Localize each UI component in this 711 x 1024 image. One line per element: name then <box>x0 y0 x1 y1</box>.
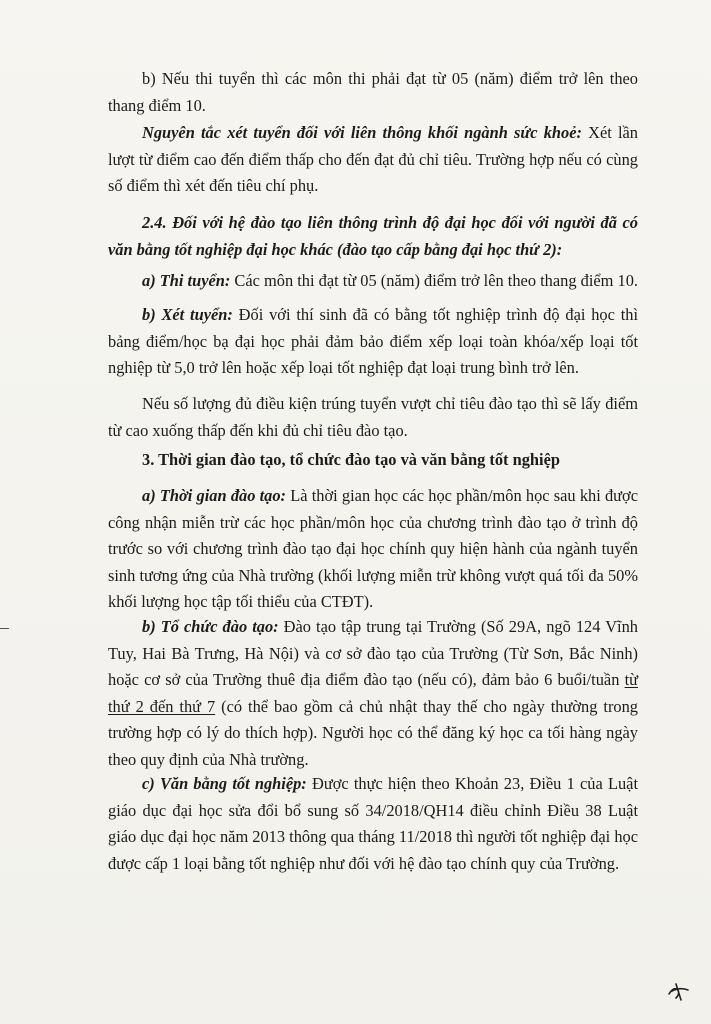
paragraph-text: Nếu số lượng đủ điều kiện trúng tuyển vượt chỉ tiêu đào tạo thì sẽ lấy điểm từ cao xuống thấp đến khi đủ chỉ tiêu đào tạo. <box>108 394 638 440</box>
underlined-text: từ thứ 2 đến thứ 7 <box>108 670 638 716</box>
paragraph-text: Đối với thí sinh đã có bằng tốt nghiệp trình độ đại học thì bảng điểm/học bạ đại học phải đảm bảo điểm xếp loại toàn khóa/xếp loại tốt nghiệp từ 5,0 trở lên hoặc xếp loại tốt nghiệp đạt loại trung bình trở lên. <box>108 305 638 377</box>
section-heading-2-4 <box>108 210 638 263</box>
paragraph-lead: a) Thi tuyển: <box>142 271 231 290</box>
paragraph-lead: a) Thời gian đào tạo: <box>142 486 287 505</box>
paragraph-text: Đào tạo tập trung tại Trường (Số 29A, ngõ 124 Vĩnh Tuy, Hai Bà Trưng, Hà Nội) và cơ sở đào tạo của Trường (Từ Sơn, Bắc Ninh) hoặc cơ sở của Trường thuê địa điểm đào tạo (nếu có), đảm bảo 6 buổi/tuần <box>108 617 638 689</box>
paragraph-lead: c) Văn bằng tốt nghiệp: <box>142 774 307 793</box>
paragraph-lead: b) Xét tuyển: <box>142 305 233 324</box>
paragraph-text-after: (có thể bao gồm cả chủ nhật thay thế cho ngày thường trong trường hợp có lý do thích hợp). Người học có thể đăng ký học ca tối hàng ngày theo quy định của Nhà trường. <box>108 696 638 769</box>
paragraph-lead: Nguyên tắc xét tuyển đối với liên thông khối ngành sức khoẻ: <box>142 123 582 142</box>
paragraph-text: Được thực hiện theo Khoản 23, Điều 1 của Luật giáo dục đại học sửa đổi bổ sung số 34/2018/QH14 điều chỉnh Điều 38 Luật giáo dục đại học năm 2013 thông qua tháng 11/2018 thì người tốt nghiệp đại học được cấp 1 loại bằng tốt nghiệp như đối với hệ đào tạo chính quy của Trường. <box>108 774 639 873</box>
signature-icon <box>666 978 692 1002</box>
section-heading-3 <box>108 447 638 474</box>
paragraph-training-organization <box>108 614 638 773</box>
heading-text: 3. Thời gian đào tạo, tổ chức đào tạo và văn bằng tốt nghiệp <box>142 450 560 469</box>
paragraph-training-time <box>108 483 638 616</box>
heading-text: 2.4. Đối với hệ đào tạo liên thông trình độ đại học đối với người đã có văn bằng tốt nghiệp đại học khác (đào tạo cấp bằng đại học thứ 2): <box>108 213 638 259</box>
paragraph-xet-tuyen <box>108 302 638 382</box>
paragraph-text: Các môn thi đạt từ 05 (năm) điểm trở lên theo thang điểm 10. <box>230 271 638 290</box>
margin-tick-mark <box>0 628 9 629</box>
paragraph-lead: b) Tổ chức đào tạo: <box>142 617 279 636</box>
paragraph-quota-note <box>108 391 638 444</box>
paragraph-health-admission-principle <box>108 120 638 200</box>
paragraph-thi-tuyen <box>108 268 638 295</box>
paragraph-text: Là thời gian học các học phần/môn học sau khi được công nhận miễn trừ các học phần/môn học của chương trình đào tạo ở trình độ trước so với chương trình đào tạo đại học chính quy hiện hành của ngành tuyển sinh tương ứng của Nhà trường (khối lượng miễn trừ không vượt quá tối đa 50% khối lượng học tập tối thiểu của CTĐT). <box>108 486 638 611</box>
paragraph-degree <box>108 771 638 877</box>
paragraph-text: Xét lần lượt từ điểm cao đến điểm thấp cho đến đạt đủ chỉ tiêu. Trường hợp nếu có cùng số điểm thì xét đến tiêu chí phụ. <box>108 123 638 195</box>
paragraph-text: b) Nếu thi tuyển thì các môn thi phải đạt từ 05 (năm) điểm trở lên theo thang điểm 10. <box>108 69 638 115</box>
paragraph-thi-tuyen-note <box>108 66 638 119</box>
